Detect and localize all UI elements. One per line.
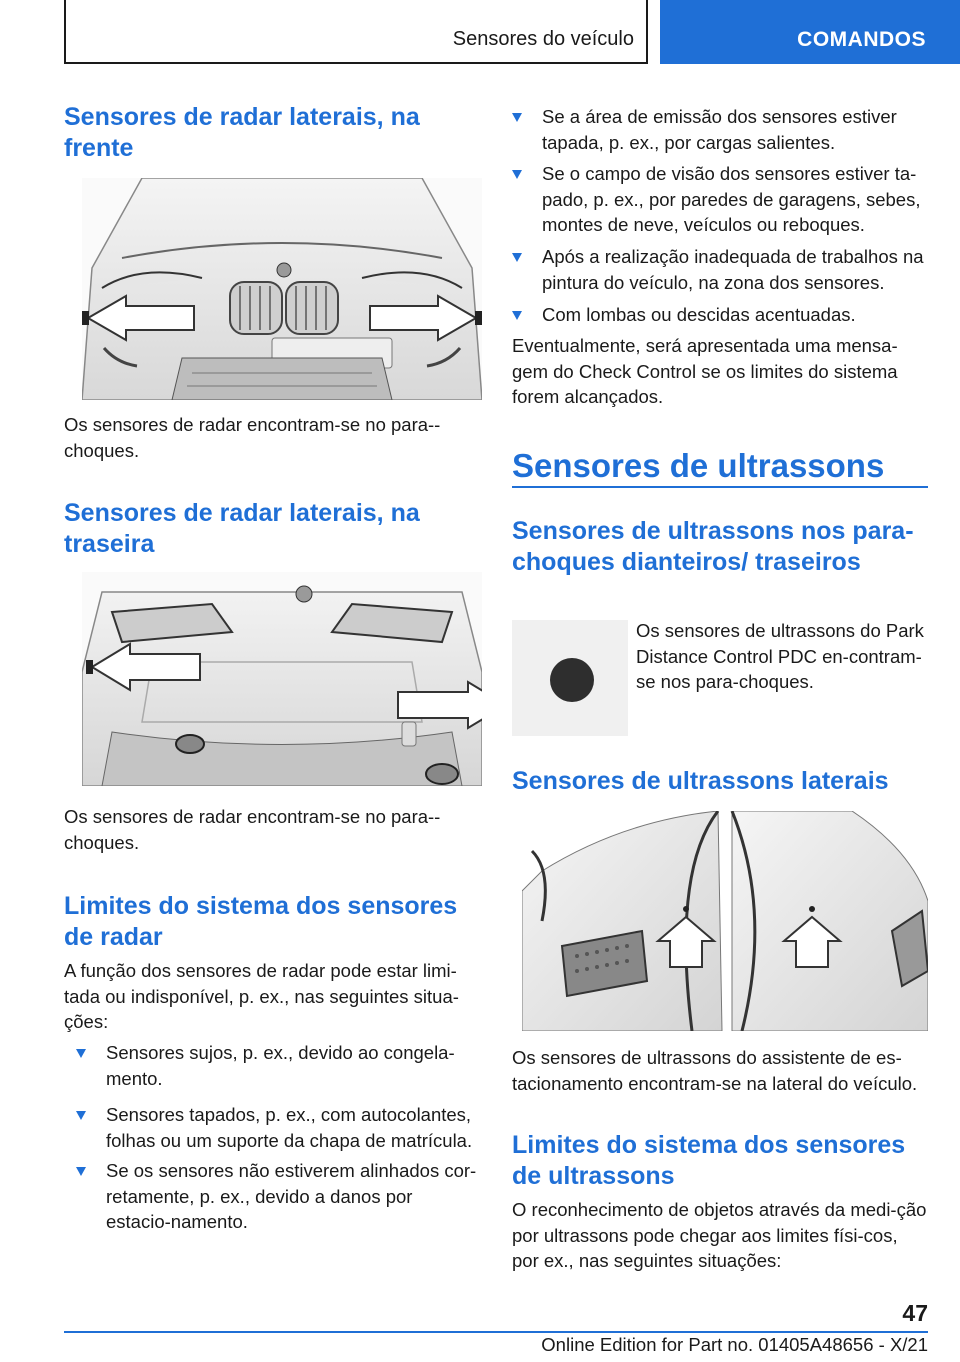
radar-limit-bullet — [512, 302, 928, 328]
header-chapter-tab — [660, 0, 960, 64]
radar-limits-intro: A função dos sensores de radar pode estar limi-tada ou indisponível, p. ex., nas seguintes situa-ções: — [64, 960, 459, 1032]
heading-ultrasonic-limits: Limites do sistema dos sensores de ultrassons — [512, 1131, 906, 1190]
heading-front-radar: Sensores de radar laterais, na frente — [64, 103, 420, 162]
footer-edition: Online Edition for Part no. 01405A48656 - X/21 — [541, 1334, 928, 1355]
side-sensors-caption: Os sensores de ultrassons do assistente de es-tacionamento encontram-se na lateral do veículo. — [512, 1047, 918, 1094]
header-section-title: Sensores do veículo — [452, 28, 634, 50]
header-chapter-title: COMANDOS — [797, 28, 926, 51]
bullet-text: Após a realização inadequada de trabalhos na pintura do veículo, na zona dos sensores. — [542, 246, 924, 293]
radar-limit-bullet — [512, 161, 928, 239]
bullet-triangle-icon — [512, 170, 522, 179]
bullet-triangle-icon — [512, 311, 522, 320]
heading-ultrasonic-sensors: Sensores de ultrassons — [512, 447, 885, 484]
bullet-text: Se a área de emissão dos sensores estiver tapada, p. ex., por cargas salientes. — [542, 106, 897, 153]
page-number: 47 — [902, 1300, 928, 1326]
side-sensors-figure — [522, 811, 928, 1031]
bullet-text: Sensores tapados, p. ex., com autocolantes, folhas ou um suporte da chapa de matrícula. — [106, 1104, 473, 1151]
front-radar-caption: Os sensores de radar encontram-se no para--choques. — [64, 414, 441, 461]
ultrasonic-sensor-figure — [512, 620, 628, 736]
bullet-triangle-icon — [512, 253, 522, 262]
rear-car-figure — [82, 572, 482, 786]
bullet-text: Se o campo de visão dos sensores estiver ta-pado, p. ex., por paredes de garagens, sebes, montes de neve, veículos ou reboques. — [542, 163, 921, 235]
bullet-text: Se os sensores não estiverem alinhados cor-retamente, p. ex., devido a danos por estacio-namento. — [106, 1160, 477, 1232]
bullet-text: Sensores sujos, p. ex., devido ao congela-mento. — [106, 1042, 455, 1089]
bullet-text: Com lombas ou descidas acentuadas. — [542, 304, 856, 325]
bullet-triangle-icon — [76, 1111, 86, 1120]
heading-bumper-sensors: Sensores de ultrassons nos para-choques dianteiros/ traseiros — [512, 517, 914, 576]
header-section-box — [64, 0, 648, 64]
footer-rule — [64, 1331, 928, 1333]
heading-underline — [512, 486, 928, 488]
front-car-figure — [82, 178, 482, 400]
radar-limit-bullet — [76, 1158, 482, 1236]
ultrasonic-location-text: Os sensores de ultrassons do Park Distance Control PDC en-contram-se nos para-choques. — [636, 620, 924, 692]
check-control-text: Eventualmente, será apresentada uma mensa-gem do Check Control se os limites do sistema forem alcançados. — [512, 335, 898, 407]
heading-radar-limits: Limites do sistema dos sensores de radar — [64, 892, 458, 951]
radar-limit-bullet — [76, 1102, 482, 1154]
rear-radar-caption: Os sensores de radar encontram-se no para--choques. — [64, 806, 441, 853]
bullet-triangle-icon — [76, 1049, 86, 1058]
heading-rear-radar: Sensores de radar laterais, na traseira — [64, 499, 420, 558]
radar-limit-bullet — [76, 1040, 482, 1092]
bullet-triangle-icon — [512, 113, 522, 122]
heading-side-ultrasonic: Sensores de ultrassons laterais — [512, 767, 889, 795]
radar-limit-bullet — [512, 244, 928, 296]
radar-limit-bullet — [512, 104, 928, 156]
ultrasonic-limits-text: O reconhecimento de objetos através da medi-ção por ultrassons pode chegar aos limites físi-cos, por ex., nas seguintes situações: — [512, 1199, 927, 1271]
bullet-triangle-icon — [76, 1167, 86, 1176]
